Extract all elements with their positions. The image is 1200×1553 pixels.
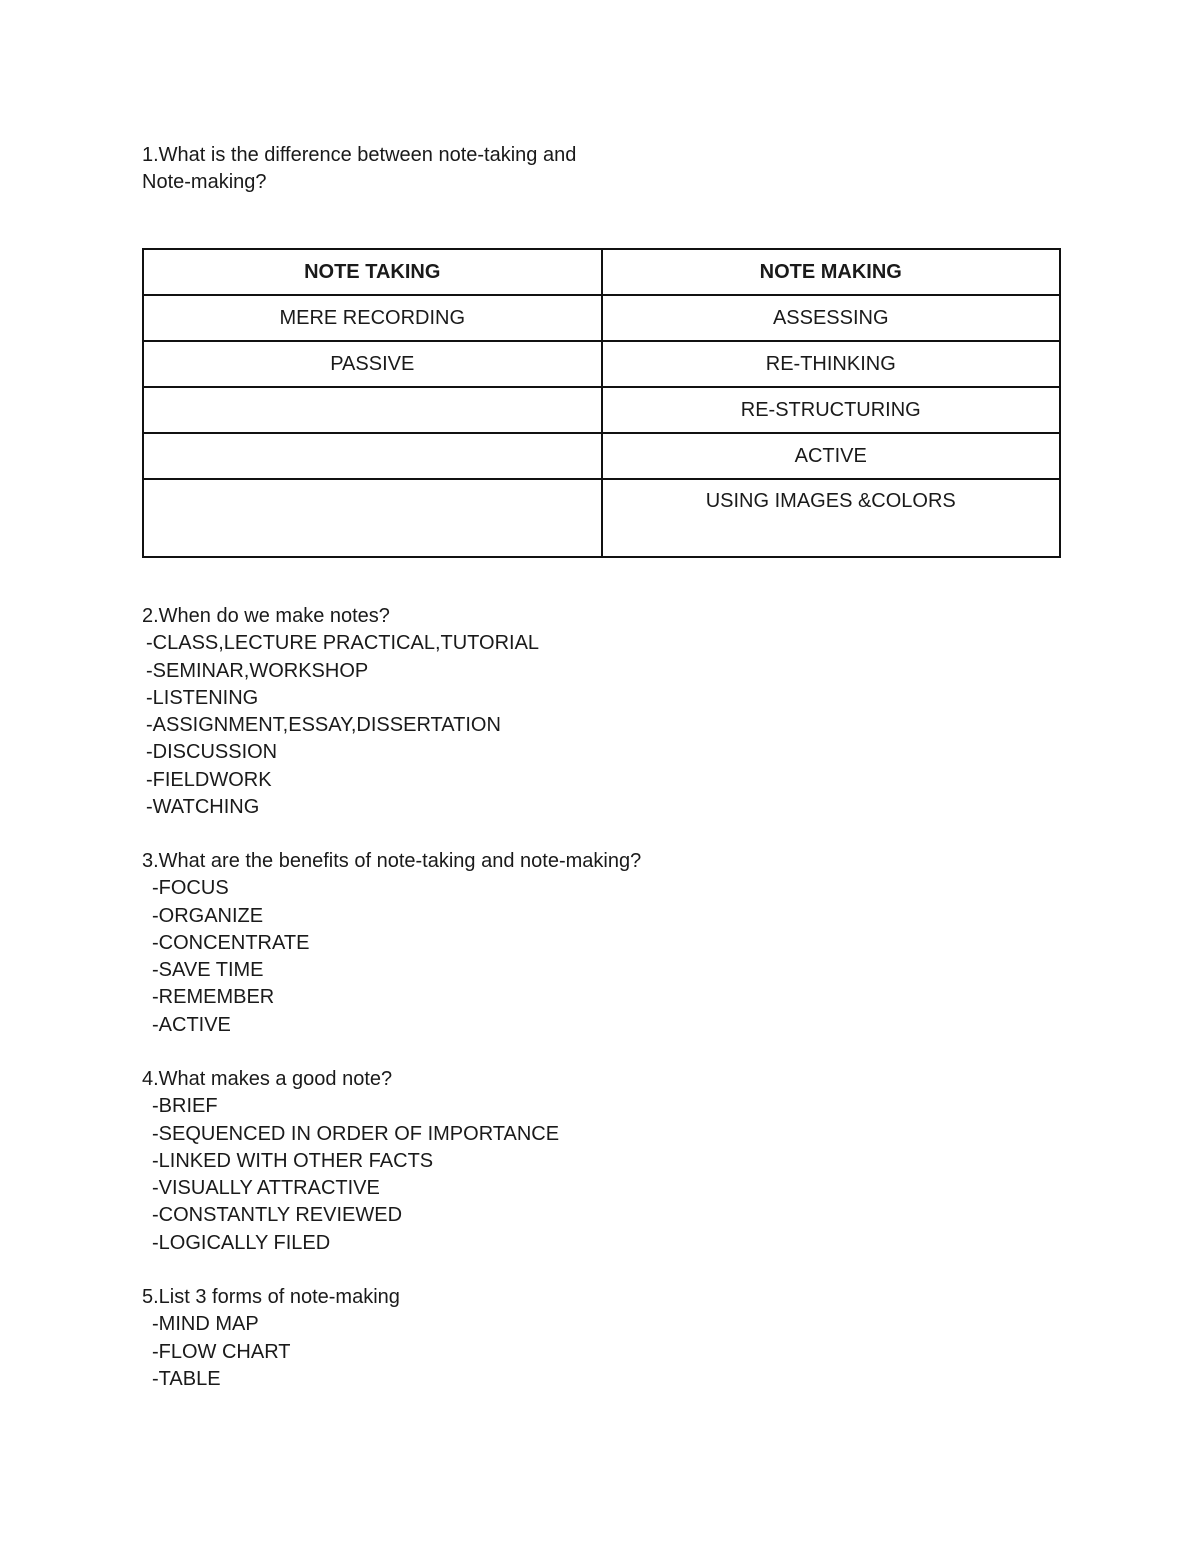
list-item: -BRIEF	[152, 1095, 218, 1118]
list-item: -CONCENTRATE	[152, 931, 310, 954]
list-item: -CLASS,LECTURE PRACTICAL,TUTORIAL	[146, 632, 540, 655]
question-5-heading: 5.List 3 forms of note-making	[142, 1286, 400, 1308]
table-row	[143, 295, 1060, 341]
table-cell: MERE RECORDING	[143, 295, 602, 341]
list-item: -FOCUS	[152, 877, 229, 900]
list-item: -DISCUSSION	[146, 741, 278, 764]
list-item: -LOGICALLY FILED	[152, 1231, 331, 1254]
list-item: -FIELDWORK	[146, 768, 272, 791]
question-2-heading: 2.When do we make notes?	[142, 605, 390, 627]
list-item: -ACTIVE	[152, 1013, 231, 1036]
list-item: -MIND MAP	[152, 1313, 259, 1336]
list-item: -ASSIGNMENT,ESSAY,DISSERTATION	[146, 714, 501, 737]
list-item: -FLOW CHART	[152, 1340, 291, 1363]
question-1-line-2: Note-making?	[142, 171, 267, 193]
table-cell: PASSIVE	[143, 341, 602, 387]
list-item: -WATCHING	[146, 796, 260, 819]
table-row	[143, 341, 1060, 387]
comparison-table	[142, 248, 1061, 558]
question-2	[142, 603, 539, 821]
question-1-line-1: 1.What is the difference between note-taking and	[142, 144, 577, 166]
question-3	[142, 848, 641, 1039]
table-cell: ACTIVE	[602, 433, 1061, 479]
list-item: -SEQUENCED IN ORDER OF IMPORTANCE	[152, 1122, 560, 1145]
table-row	[143, 479, 1060, 557]
list-item: -REMEMBER	[152, 986, 275, 1009]
table-cell: RE-THINKING	[602, 341, 1061, 387]
question-4-heading: 4.What makes a good note?	[142, 1068, 393, 1090]
table-cell	[143, 479, 602, 557]
list-item: -TABLE	[152, 1367, 221, 1390]
table-row	[143, 387, 1060, 433]
table-cell: USING IMAGES &COLORS	[602, 479, 1061, 557]
list-item: -CONSTANTLY REVIEWED	[152, 1204, 403, 1227]
list-item: -LINKED WITH OTHER FACTS	[152, 1149, 434, 1172]
question-5	[142, 1284, 400, 1393]
table-cell	[143, 387, 602, 433]
table-header-row	[143, 249, 1060, 295]
list-item: -VISUALLY ATTRACTIVE	[152, 1177, 380, 1200]
question-4	[142, 1066, 559, 1257]
list-item: -SEMINAR,WORKSHOP	[146, 659, 369, 682]
table-row	[143, 433, 1060, 479]
list-item: -LISTENING	[146, 686, 259, 709]
question-3-heading: 3.What are the benefits of note-taking and note-making?	[142, 850, 642, 872]
table-cell: ASSESSING	[602, 295, 1061, 341]
table-header-note-taking: NOTE TAKING	[143, 249, 602, 295]
table-cell: RE-STRUCTURING	[602, 387, 1061, 433]
table-header-note-making: NOTE MAKING	[602, 249, 1061, 295]
table-cell	[143, 433, 602, 479]
question-1	[142, 142, 576, 196]
list-item: -ORGANIZE	[152, 904, 264, 927]
list-item: -SAVE TIME	[152, 959, 264, 982]
